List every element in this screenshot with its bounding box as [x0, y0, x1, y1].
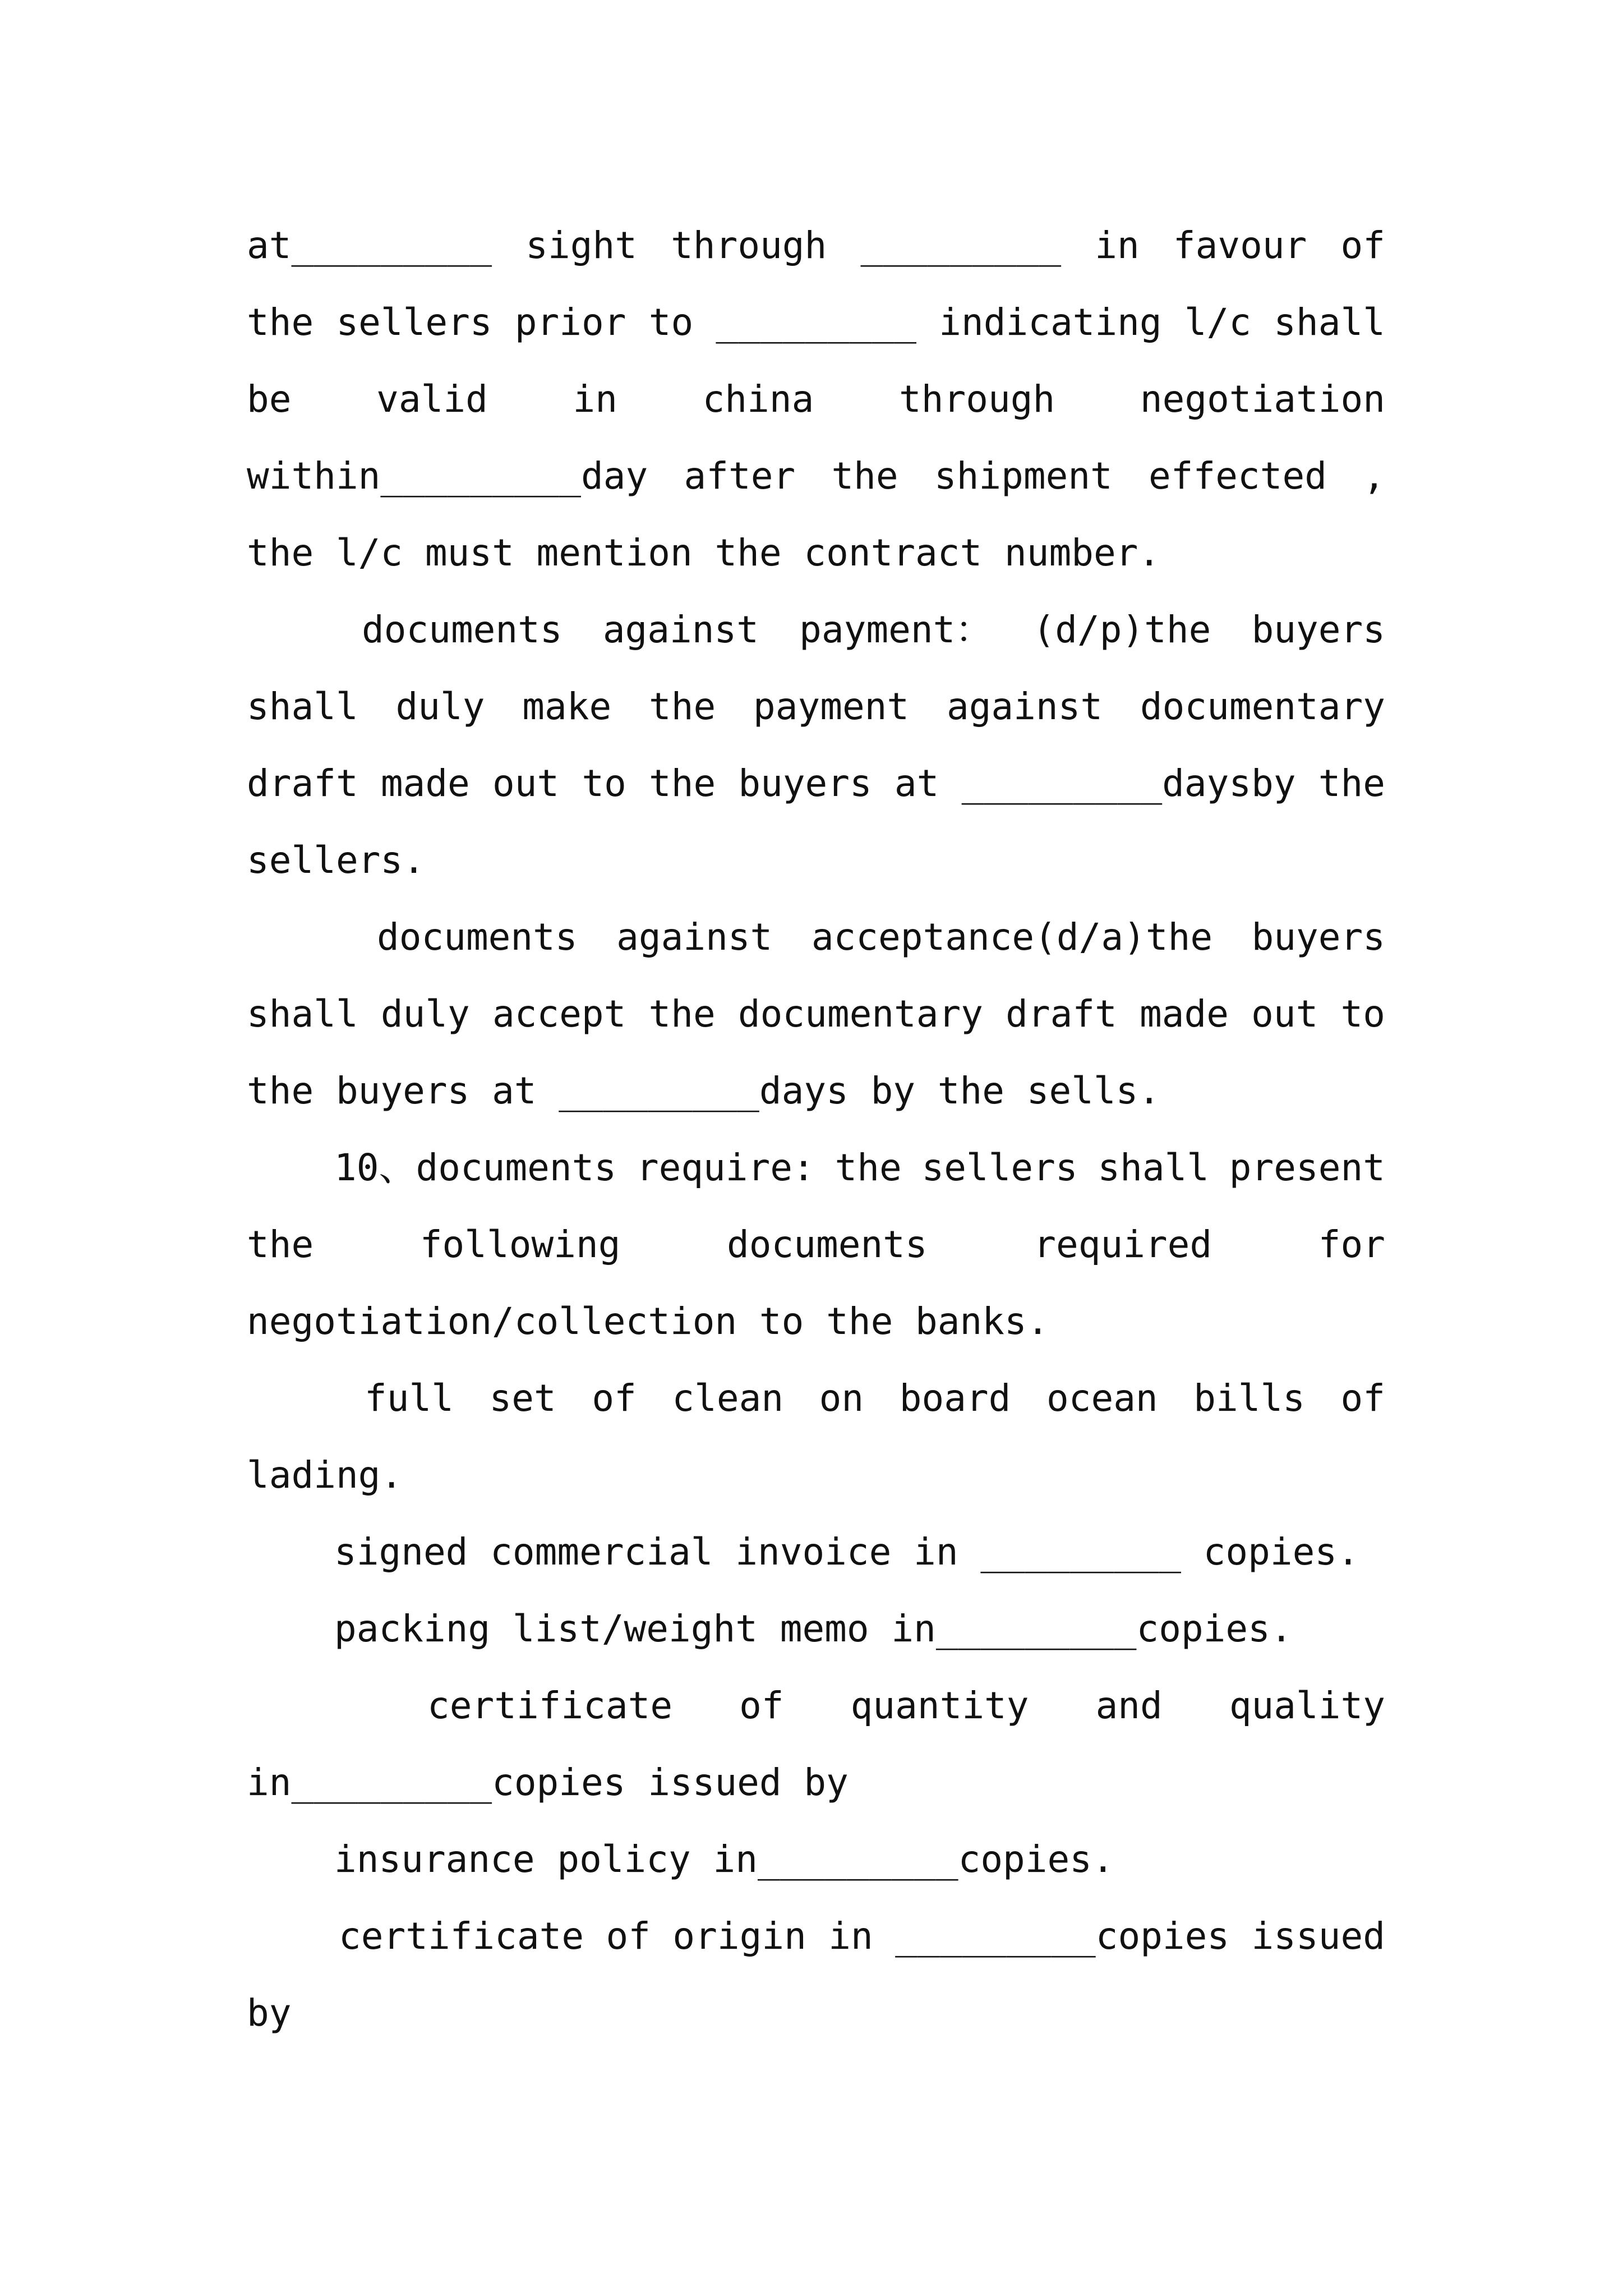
word: through: [899, 378, 1055, 421]
word: _________daysby: [961, 762, 1296, 805]
word: in: [1095, 224, 1140, 267]
text-line-14: [247, 1220, 1385, 1270]
word: of: [606, 1915, 651, 1958]
text-line-8: [247, 758, 1385, 809]
word: prior: [514, 301, 626, 344]
word: sight: [525, 224, 637, 267]
word: at_________: [247, 224, 492, 267]
word: to: [648, 301, 694, 344]
word: documents: [377, 915, 578, 959]
text-line-2: [247, 297, 1385, 348]
text-line-23: [339, 1911, 1385, 1962]
word: the: [648, 762, 716, 805]
word: full: [365, 1377, 454, 1420]
word: the: [648, 685, 716, 728]
word: sellers: [336, 301, 492, 344]
word: draft: [247, 762, 358, 805]
word: (d/p)the: [1032, 608, 1211, 651]
word: _________: [716, 301, 917, 344]
word: duly: [380, 992, 470, 1036]
text-line-3: [247, 374, 1385, 425]
word: issued: [1251, 1915, 1385, 1958]
word: for: [1318, 1223, 1385, 1266]
word: clean: [672, 1377, 784, 1420]
word: indicating: [939, 301, 1162, 344]
word: ocean: [1046, 1377, 1158, 1420]
word: of: [1340, 1377, 1385, 1420]
text-line-11: [247, 989, 1385, 1039]
text-line-7: [247, 682, 1385, 732]
word: shall: [247, 992, 358, 1036]
text-line-5: the l/c must mention the contract number.: [247, 531, 1161, 574]
text-line-4: [247, 451, 1385, 501]
word: quality: [1229, 1684, 1385, 1727]
word: of: [592, 1377, 637, 1420]
word: shall: [247, 685, 358, 728]
word: draft: [1006, 992, 1117, 1036]
word: payment: [753, 685, 910, 728]
word: 10、documents: [334, 1146, 617, 1189]
word: set: [489, 1377, 556, 1420]
word: valid: [376, 378, 488, 421]
word: _________: [860, 224, 1062, 267]
word: the: [834, 1146, 902, 1189]
word: china: [702, 378, 814, 421]
word: bills: [1193, 1377, 1305, 1420]
text-line-19: packing list/weight memo in_________copies.: [334, 1607, 1293, 1650]
word: certificate: [427, 1684, 673, 1727]
word: following: [419, 1223, 621, 1266]
word: quantity: [850, 1684, 1029, 1727]
word: buyers: [1251, 915, 1385, 959]
text-line-20: [427, 1681, 1385, 1731]
word: of: [739, 1684, 784, 1727]
word: shall: [1274, 301, 1385, 344]
text-line-24: by: [247, 1991, 292, 2035]
text-line-6: [362, 605, 1385, 655]
word: payment：: [799, 608, 993, 651]
word: sellers: [921, 1146, 1078, 1189]
word: require:: [636, 1146, 815, 1189]
word: the: [831, 454, 898, 498]
word: through: [671, 224, 827, 267]
word: and: [1095, 1684, 1163, 1727]
word: accept: [492, 992, 626, 1036]
text-line-21: in_________copies issued by: [247, 1761, 849, 1804]
word: against: [616, 915, 773, 959]
word: out: [492, 762, 560, 805]
word: shipment: [934, 454, 1113, 498]
word: _________copies: [895, 1915, 1230, 1958]
text-line-18: signed commercial invoice in _________ copies.: [334, 1530, 1359, 1573]
word: of: [1340, 224, 1385, 267]
word: to: [1340, 992, 1385, 1036]
text-line-13: [334, 1143, 1385, 1193]
word: effected: [1149, 454, 1327, 498]
word: documentary: [1140, 685, 1385, 728]
text-line-12: the buyers at _________days by the sells.: [247, 1069, 1161, 1112]
text-line-9: sellers.: [247, 839, 425, 882]
word: present: [1229, 1146, 1385, 1189]
word: the: [1318, 762, 1385, 805]
word: certificate: [339, 1915, 584, 1958]
word: in: [828, 1915, 873, 1958]
word: made: [1140, 992, 1229, 1036]
text-line-1: [247, 220, 1385, 271]
word: origin: [672, 1915, 806, 1958]
word: make: [522, 685, 612, 728]
word: within_________day: [247, 454, 648, 498]
text-line-10: [377, 912, 1385, 963]
text-line-22: insurance policy in_________copies.: [334, 1838, 1114, 1881]
word: to: [582, 762, 626, 805]
word: made: [380, 762, 470, 805]
word: the: [247, 1223, 314, 1266]
word: negotiation: [1140, 378, 1385, 421]
word: board: [899, 1377, 1011, 1420]
text-line-15: negotiation/collection to the banks.: [247, 1300, 1049, 1343]
word: required: [1034, 1223, 1212, 1266]
word: ,: [1363, 454, 1385, 498]
word: duly: [395, 685, 485, 728]
word: documentary: [737, 992, 983, 1036]
word: against: [946, 685, 1103, 728]
word: shall: [1098, 1146, 1210, 1189]
word: the: [648, 992, 716, 1036]
word: acceptance(d/a)the: [811, 915, 1213, 959]
word: buyers: [738, 762, 872, 805]
text-line-16: [365, 1373, 1385, 1424]
word: in: [573, 378, 617, 421]
word: be: [247, 378, 292, 421]
word: the: [247, 301, 314, 344]
word: buyers: [1251, 608, 1385, 651]
word: documents: [362, 608, 562, 651]
word: l/c: [1184, 301, 1252, 344]
word: documents: [727, 1223, 928, 1266]
word: at: [894, 762, 939, 805]
word: favour: [1173, 224, 1307, 267]
word: against: [602, 608, 759, 651]
word: out: [1251, 992, 1318, 1036]
word: on: [819, 1377, 864, 1420]
word: after: [684, 454, 796, 498]
text-line-17: lading.: [247, 1453, 403, 1497]
